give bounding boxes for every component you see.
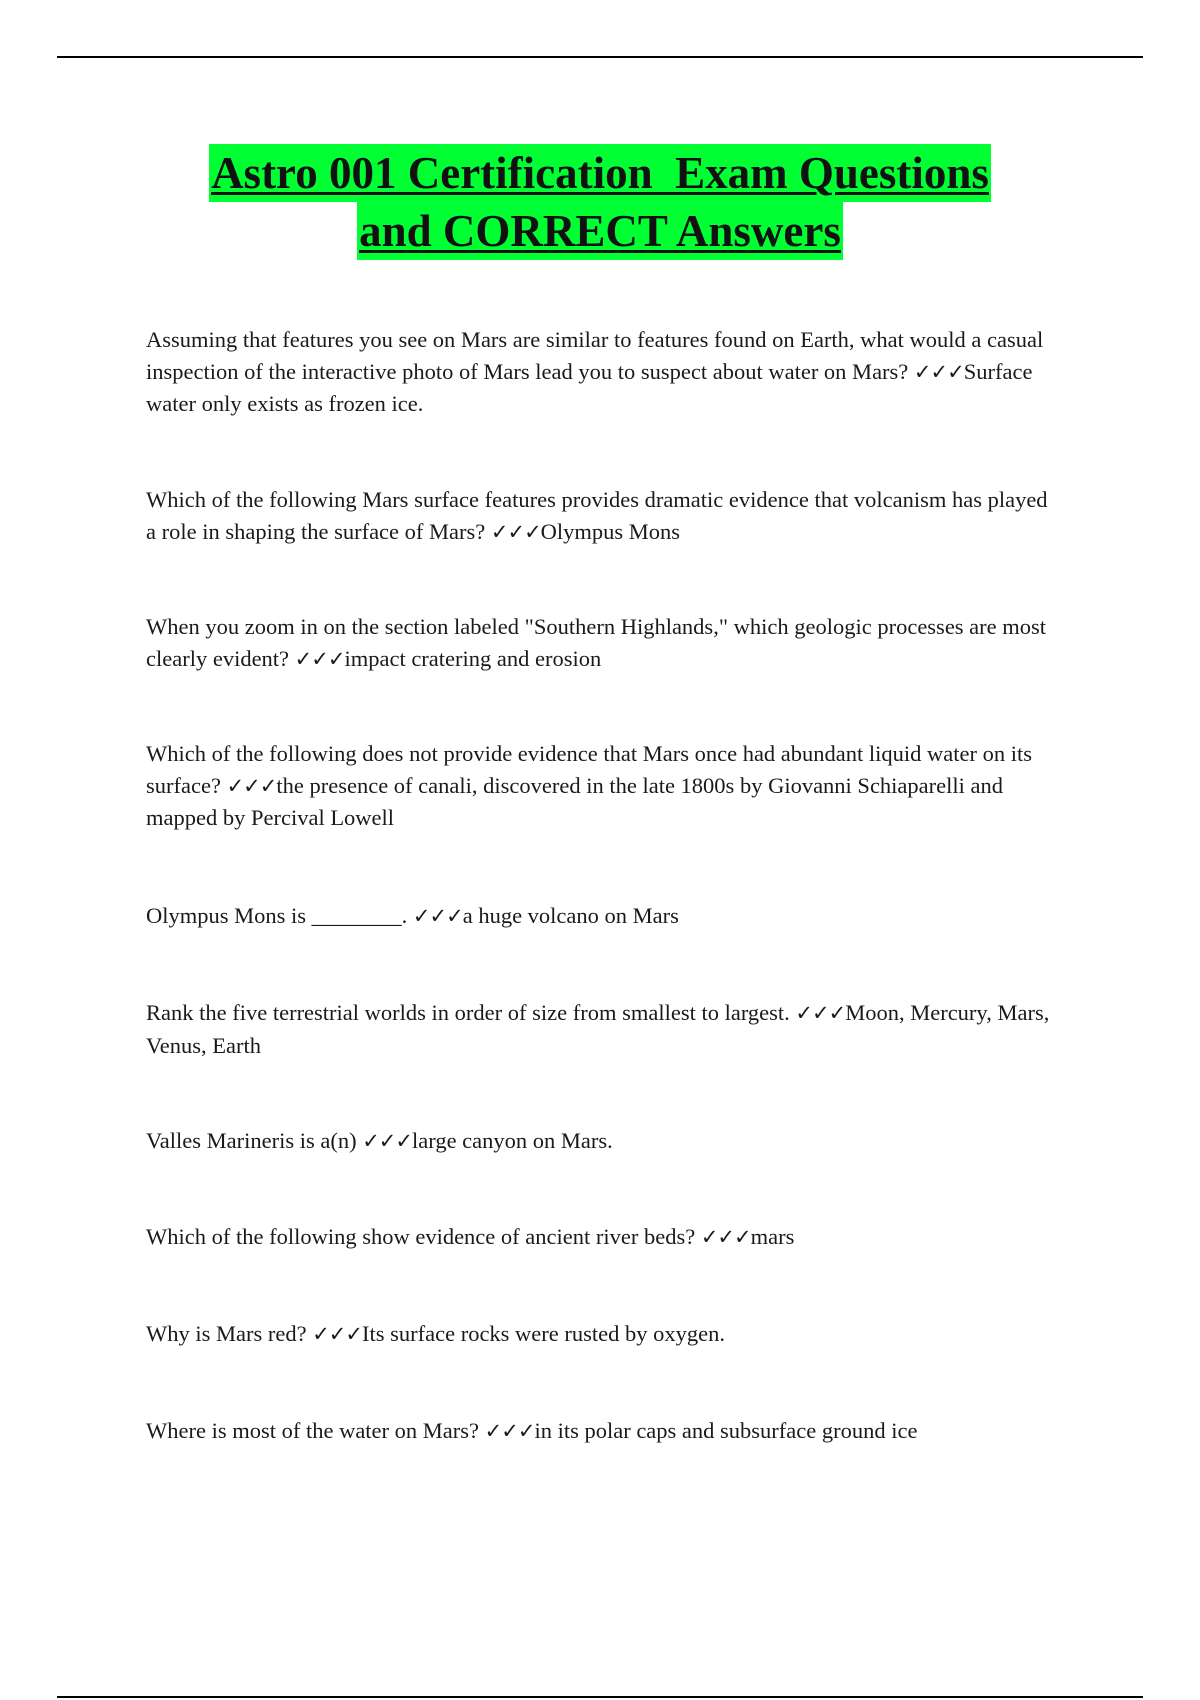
question-text: Valles Marineris is a(n)	[146, 1128, 363, 1153]
answer-text: Surface water only exists as frozen ice.	[146, 358, 1033, 416]
checkmark-icon: ✓✓✓	[362, 1129, 412, 1153]
document-title	[0, 144, 1200, 260]
checkmark-icon: ✓✓✓	[294, 646, 345, 671]
qa-item-3	[146, 611, 1056, 675]
qa-item-7	[146, 1125, 1056, 1158]
question-text: Where is most of the water on Mars?	[146, 1418, 485, 1443]
question-text: Rank the five terrestrial worlds in order of size from smallest to largest.	[146, 1000, 796, 1025]
answer-text: impact cratering and erosion	[344, 645, 602, 671]
checkmark-icon: ✓✓✓	[412, 904, 463, 928]
qa-item-6	[146, 997, 1056, 1061]
checkmark-icon: ✓✓✓	[913, 359, 964, 384]
checkmark-icon: ✓✓✓	[226, 773, 277, 798]
question-text: Assuming that features you see on Mars are similar to features found on Earth, what would a casual inspection of the interactive photo of Mars lead you to suspect about water on Mars?	[146, 327, 1044, 384]
qa-item-1	[146, 324, 1056, 420]
question-text: Which of the following Mars surface features provides dramatic evidence that volcanism has played a role in shaping the surface of Mars?	[146, 487, 1048, 544]
qa-item-8	[146, 1221, 1056, 1254]
question-text: When you zoom in on the section labeled "Southern Highlands," which geologic processes are most clearly evident?	[146, 614, 1047, 671]
qa-item-9	[146, 1318, 1056, 1351]
title-line-2: and CORRECT Answers	[357, 202, 843, 260]
checkmark-icon: ✓✓✓	[484, 1419, 535, 1443]
answer-text: mars	[750, 1224, 795, 1249]
answer-text: a huge volcano on Mars	[462, 903, 679, 928]
checkmark-icon: ✓✓✓	[700, 1225, 751, 1249]
checkmark-icon: ✓✓✓	[312, 1322, 362, 1346]
qa-item-4	[146, 738, 1056, 834]
answer-text: in its polar caps and subsurface ground ice	[534, 1418, 918, 1443]
answer-text: Its surface rocks were rusted by oxygen.	[362, 1321, 725, 1346]
question-text: Which of the following does not provide evidence that Mars once had abundant liquid water on its surface?	[146, 741, 1033, 798]
question-text: Which of the following show evidence of ancient river beds?	[146, 1224, 701, 1249]
checkmark-icon: ✓✓✓	[795, 1001, 846, 1025]
bottom-rule	[57, 1696, 1143, 1698]
question-text: Olympus Mons is ________.	[146, 903, 413, 928]
checkmark-icon: ✓✓✓	[490, 519, 541, 544]
qa-item-2	[146, 484, 1056, 548]
qa-item-10	[146, 1415, 1056, 1448]
answer-text: Moon, Mercury, Mars, Venus, Earth	[146, 1000, 1050, 1058]
answer-text: large canyon on Mars.	[412, 1128, 613, 1153]
answer-text: Olympus Mons	[540, 518, 681, 544]
answer-text: the presence of canali, discovered in the late 1800s by Giovanni Schiaparelli and mapped by Percival Lowell	[146, 772, 1003, 830]
title-line-1: Astro 001 Certification Exam Questions	[209, 144, 991, 202]
top-rule	[57, 56, 1143, 58]
qa-item-5	[146, 900, 1056, 933]
question-text: Why is Mars red?	[146, 1321, 313, 1346]
